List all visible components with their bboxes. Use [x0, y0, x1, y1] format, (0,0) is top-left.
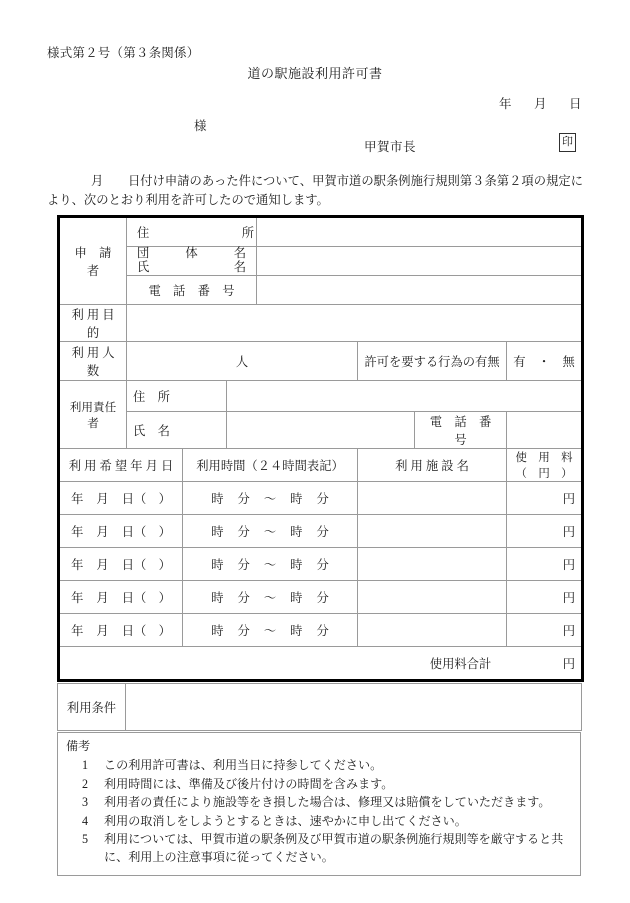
- applicant-label: 申 請 者: [59, 217, 127, 305]
- fee-total-label: 使用料合計: [415, 647, 507, 681]
- schedule-fee-cell[interactable]: [507, 482, 583, 515]
- schedule-header-fee: 使 用 料 （ 円 ）: [507, 449, 583, 482]
- remark-item: [66, 793, 572, 811]
- remark-text: 利用については、甲賀市道の駅条例及び甲賀市道の駅条例施行規則等を厳守すると共に、利用上の注意事項に従ってください。: [104, 831, 564, 865]
- schedule-facility-cell[interactable]: [358, 482, 507, 515]
- schedule-date-day: 日（ ）: [121, 624, 171, 638]
- remarks-box: [57, 732, 581, 876]
- responsible-phone-label: 電 話 番 号: [415, 412, 507, 449]
- applicant-phone-row: [59, 276, 583, 305]
- schedule-date-cell[interactable]: [59, 581, 183, 614]
- usage-conditions-row: [58, 684, 582, 731]
- schedule-row: [59, 482, 583, 515]
- schedule-date-cell[interactable]: [59, 482, 183, 515]
- schedule-row: [59, 515, 583, 548]
- document-title: 道の駅施設利用許可書: [247, 66, 383, 81]
- schedule-time-separator: ～: [263, 624, 277, 638]
- schedule-time-from-hour: 時: [211, 525, 224, 539]
- remark-number: 3: [82, 795, 89, 810]
- intro-paragraph: 月 日付け申請のあった件について、甲賀市道の駅条例施行規則第３条第２項の規定により、次のとおり利用を許可したので通知します。: [47, 174, 583, 208]
- purpose-row: [59, 305, 583, 342]
- schedule-time-cell[interactable]: [183, 614, 358, 647]
- schedule-row: [59, 548, 583, 581]
- applicant-address-label-start: 住: [137, 226, 150, 240]
- schedule-time-from-hour: 時: [211, 624, 224, 638]
- applicant-person-label-end: 名: [233, 260, 247, 274]
- schedule-date-month: 月: [96, 591, 109, 605]
- schedule-row: [59, 581, 583, 614]
- headcount-unit: 人: [235, 355, 249, 369]
- schedule-date-month: 月: [96, 558, 109, 572]
- schedule-fee-cell[interactable]: [507, 515, 583, 548]
- issue-date-line: [499, 94, 582, 112]
- schedule-date-day: 日（ ）: [121, 591, 171, 605]
- remark-text: この利用許可書は、利用当日に持参してください。: [104, 758, 383, 773]
- applicant-address-row: [59, 217, 583, 247]
- responsible-label: 利用責任者: [59, 381, 127, 449]
- schedule-time-separator: ～: [263, 591, 277, 605]
- applicant-phone-label: 電 話 番 号: [127, 276, 257, 305]
- schedule-time-from-hour: 時: [211, 591, 224, 605]
- schedule-time-to-minute: 分: [316, 591, 329, 605]
- schedule-header-row: [59, 449, 583, 482]
- applicant-phone-value[interactable]: [257, 276, 583, 305]
- addressee-honorific: 様: [194, 119, 207, 133]
- schedule-time-to-hour: 時: [290, 624, 303, 638]
- fee-total-value-cell[interactable]: [507, 647, 583, 681]
- purpose-label: 利 用 目 的: [59, 305, 127, 342]
- issuer-name: 甲賀市長: [364, 140, 417, 154]
- schedule-facility-cell[interactable]: [358, 614, 507, 647]
- seal-stamp-box: 印: [559, 133, 576, 152]
- schedule-row: [59, 614, 583, 647]
- remark-item: [66, 812, 572, 830]
- schedule-fee-cell[interactable]: [507, 614, 583, 647]
- schedule-time-cell[interactable]: [183, 515, 358, 548]
- usage-conditions-label: 利用条件: [58, 684, 126, 731]
- schedule-date-year: 年: [71, 492, 84, 506]
- schedule-date-cell[interactable]: [59, 515, 183, 548]
- permission-options[interactable]: 有 ・ 無: [507, 342, 583, 381]
- fee-total-row: [59, 647, 583, 681]
- permit-details-table: [57, 215, 584, 682]
- schedule-fee-cell[interactable]: [507, 548, 583, 581]
- schedule-date-year: 年: [71, 624, 84, 638]
- applicant-name-value[interactable]: [257, 247, 583, 276]
- fee-total-unit: 円: [562, 657, 576, 671]
- schedule-time-from-minute: 分: [237, 558, 250, 572]
- responsible-name-row: [59, 412, 583, 449]
- remark-number: 4: [82, 813, 89, 828]
- remark-text: 利用者の責任により施設等をき損した場合は、修理又は賠償をしていただきます。: [104, 795, 551, 810]
- schedule-facility-cell[interactable]: [358, 581, 507, 614]
- responsible-phone-value[interactable]: [507, 412, 583, 449]
- schedule-time-cell[interactable]: [183, 548, 358, 581]
- schedule-time-from-minute: 分: [237, 492, 250, 506]
- schedule-date-day: 日（ ）: [121, 558, 171, 572]
- usage-conditions-table: [57, 683, 582, 731]
- schedule-time-to-minute: 分: [316, 492, 329, 506]
- schedule-time-from-minute: 分: [237, 591, 250, 605]
- schedule-date-cell[interactable]: [59, 614, 183, 647]
- schedule-time-separator: ～: [263, 558, 277, 572]
- responsible-name-value[interactable]: [227, 412, 415, 449]
- headcount-value-cell[interactable]: [127, 342, 358, 381]
- usage-conditions-value[interactable]: [126, 684, 582, 731]
- headcount-row: [59, 342, 583, 381]
- schedule-time-cell[interactable]: [183, 581, 358, 614]
- schedule-date-month: 月: [96, 624, 109, 638]
- remark-text: 利用の取消しをしようとするときは、速やかに申し出てください。: [104, 813, 467, 828]
- schedule-date-year: 年: [71, 558, 84, 572]
- applicant-name-row: [59, 247, 583, 276]
- applicant-person-label-start: 氏: [137, 260, 150, 274]
- responsible-name-label: 氏 名: [127, 412, 227, 449]
- schedule-time-from-minute: 分: [237, 624, 250, 638]
- form-number: 様式第２号（第３条関係）: [47, 46, 200, 60]
- responsible-address-row: [59, 381, 583, 412]
- applicant-group-label-start: 団: [137, 246, 150, 261]
- schedule-time-to-hour: 時: [290, 591, 303, 605]
- applicant-group-label-end: 名: [233, 246, 246, 261]
- responsible-address-value[interactable]: [227, 381, 583, 412]
- schedule-facility-cell[interactable]: [358, 548, 507, 581]
- schedule-time-from-hour: 時: [211, 492, 224, 506]
- schedule-time-to-hour: 時: [290, 525, 303, 539]
- purpose-value[interactable]: [127, 305, 583, 342]
- schedule-fee-unit: 円: [562, 624, 576, 638]
- remark-item: [66, 830, 572, 867]
- schedule-time-cell[interactable]: [183, 482, 358, 515]
- remark-number: 1: [82, 758, 89, 773]
- issue-date-month: 月: [533, 97, 547, 111]
- schedule-time-to-minute: 分: [316, 624, 329, 638]
- headcount-label: 利 用 人 数: [59, 342, 127, 381]
- schedule-time-from-minute: 分: [237, 525, 250, 539]
- applicant-address-value[interactable]: [257, 217, 583, 247]
- schedule-time-separator: ～: [263, 525, 277, 539]
- schedule-fee-unit: 円: [562, 558, 576, 572]
- applicant-group-label-mid: 体: [185, 246, 198, 261]
- schedule-header-date: 利 用 希 望 年 月 日: [59, 449, 183, 482]
- schedule-date-cell[interactable]: [59, 548, 183, 581]
- remark-item: [66, 775, 572, 793]
- schedule-date-year: 年: [71, 591, 84, 605]
- schedule-time-separator: ～: [263, 492, 277, 506]
- applicant-address-label: [127, 217, 257, 247]
- schedule-time-to-minute: 分: [316, 525, 329, 539]
- schedule-time-to-minute: 分: [316, 558, 329, 572]
- schedule-fee-unit: 円: [562, 591, 576, 605]
- remarks-title: 備考: [66, 739, 91, 753]
- schedule-time-to-hour: 時: [290, 558, 303, 572]
- schedule-date-day: 日（ ）: [121, 525, 171, 539]
- schedule-header-facility: 利 用 施 設 名: [358, 449, 507, 482]
- remark-number: 5: [82, 831, 89, 846]
- schedule-fee-unit: 円: [562, 492, 576, 506]
- remark-number: 2: [82, 776, 89, 791]
- schedule-fee-cell[interactable]: [507, 581, 583, 614]
- schedule-date-month: 月: [96, 525, 109, 539]
- schedule-date-month: 月: [96, 492, 109, 506]
- remark-text: 利用時間には、準備及び後片付けの時間を含みます。: [104, 776, 394, 791]
- fee-total-spacer: [59, 647, 415, 681]
- responsible-address-label: 住 所: [127, 381, 227, 412]
- schedule-fee-unit: 円: [562, 525, 576, 539]
- schedule-time-to-hour: 時: [290, 492, 303, 506]
- applicant-name-label: [127, 247, 257, 276]
- schedule-date-year: 年: [71, 525, 84, 539]
- schedule-header-time: 利用時間（２４時間表記）: [183, 449, 358, 482]
- schedule-time-from-hour: 時: [211, 558, 224, 572]
- issue-date-day: 日: [568, 97, 582, 111]
- schedule-facility-cell[interactable]: [358, 515, 507, 548]
- applicant-address-label-end: 所: [241, 226, 255, 240]
- remark-item: [66, 756, 572, 774]
- schedule-date-day: 日（ ）: [121, 492, 171, 506]
- permission-required-label: 許可を要する行為の有無: [358, 342, 507, 381]
- issue-date-year: 年: [498, 97, 512, 111]
